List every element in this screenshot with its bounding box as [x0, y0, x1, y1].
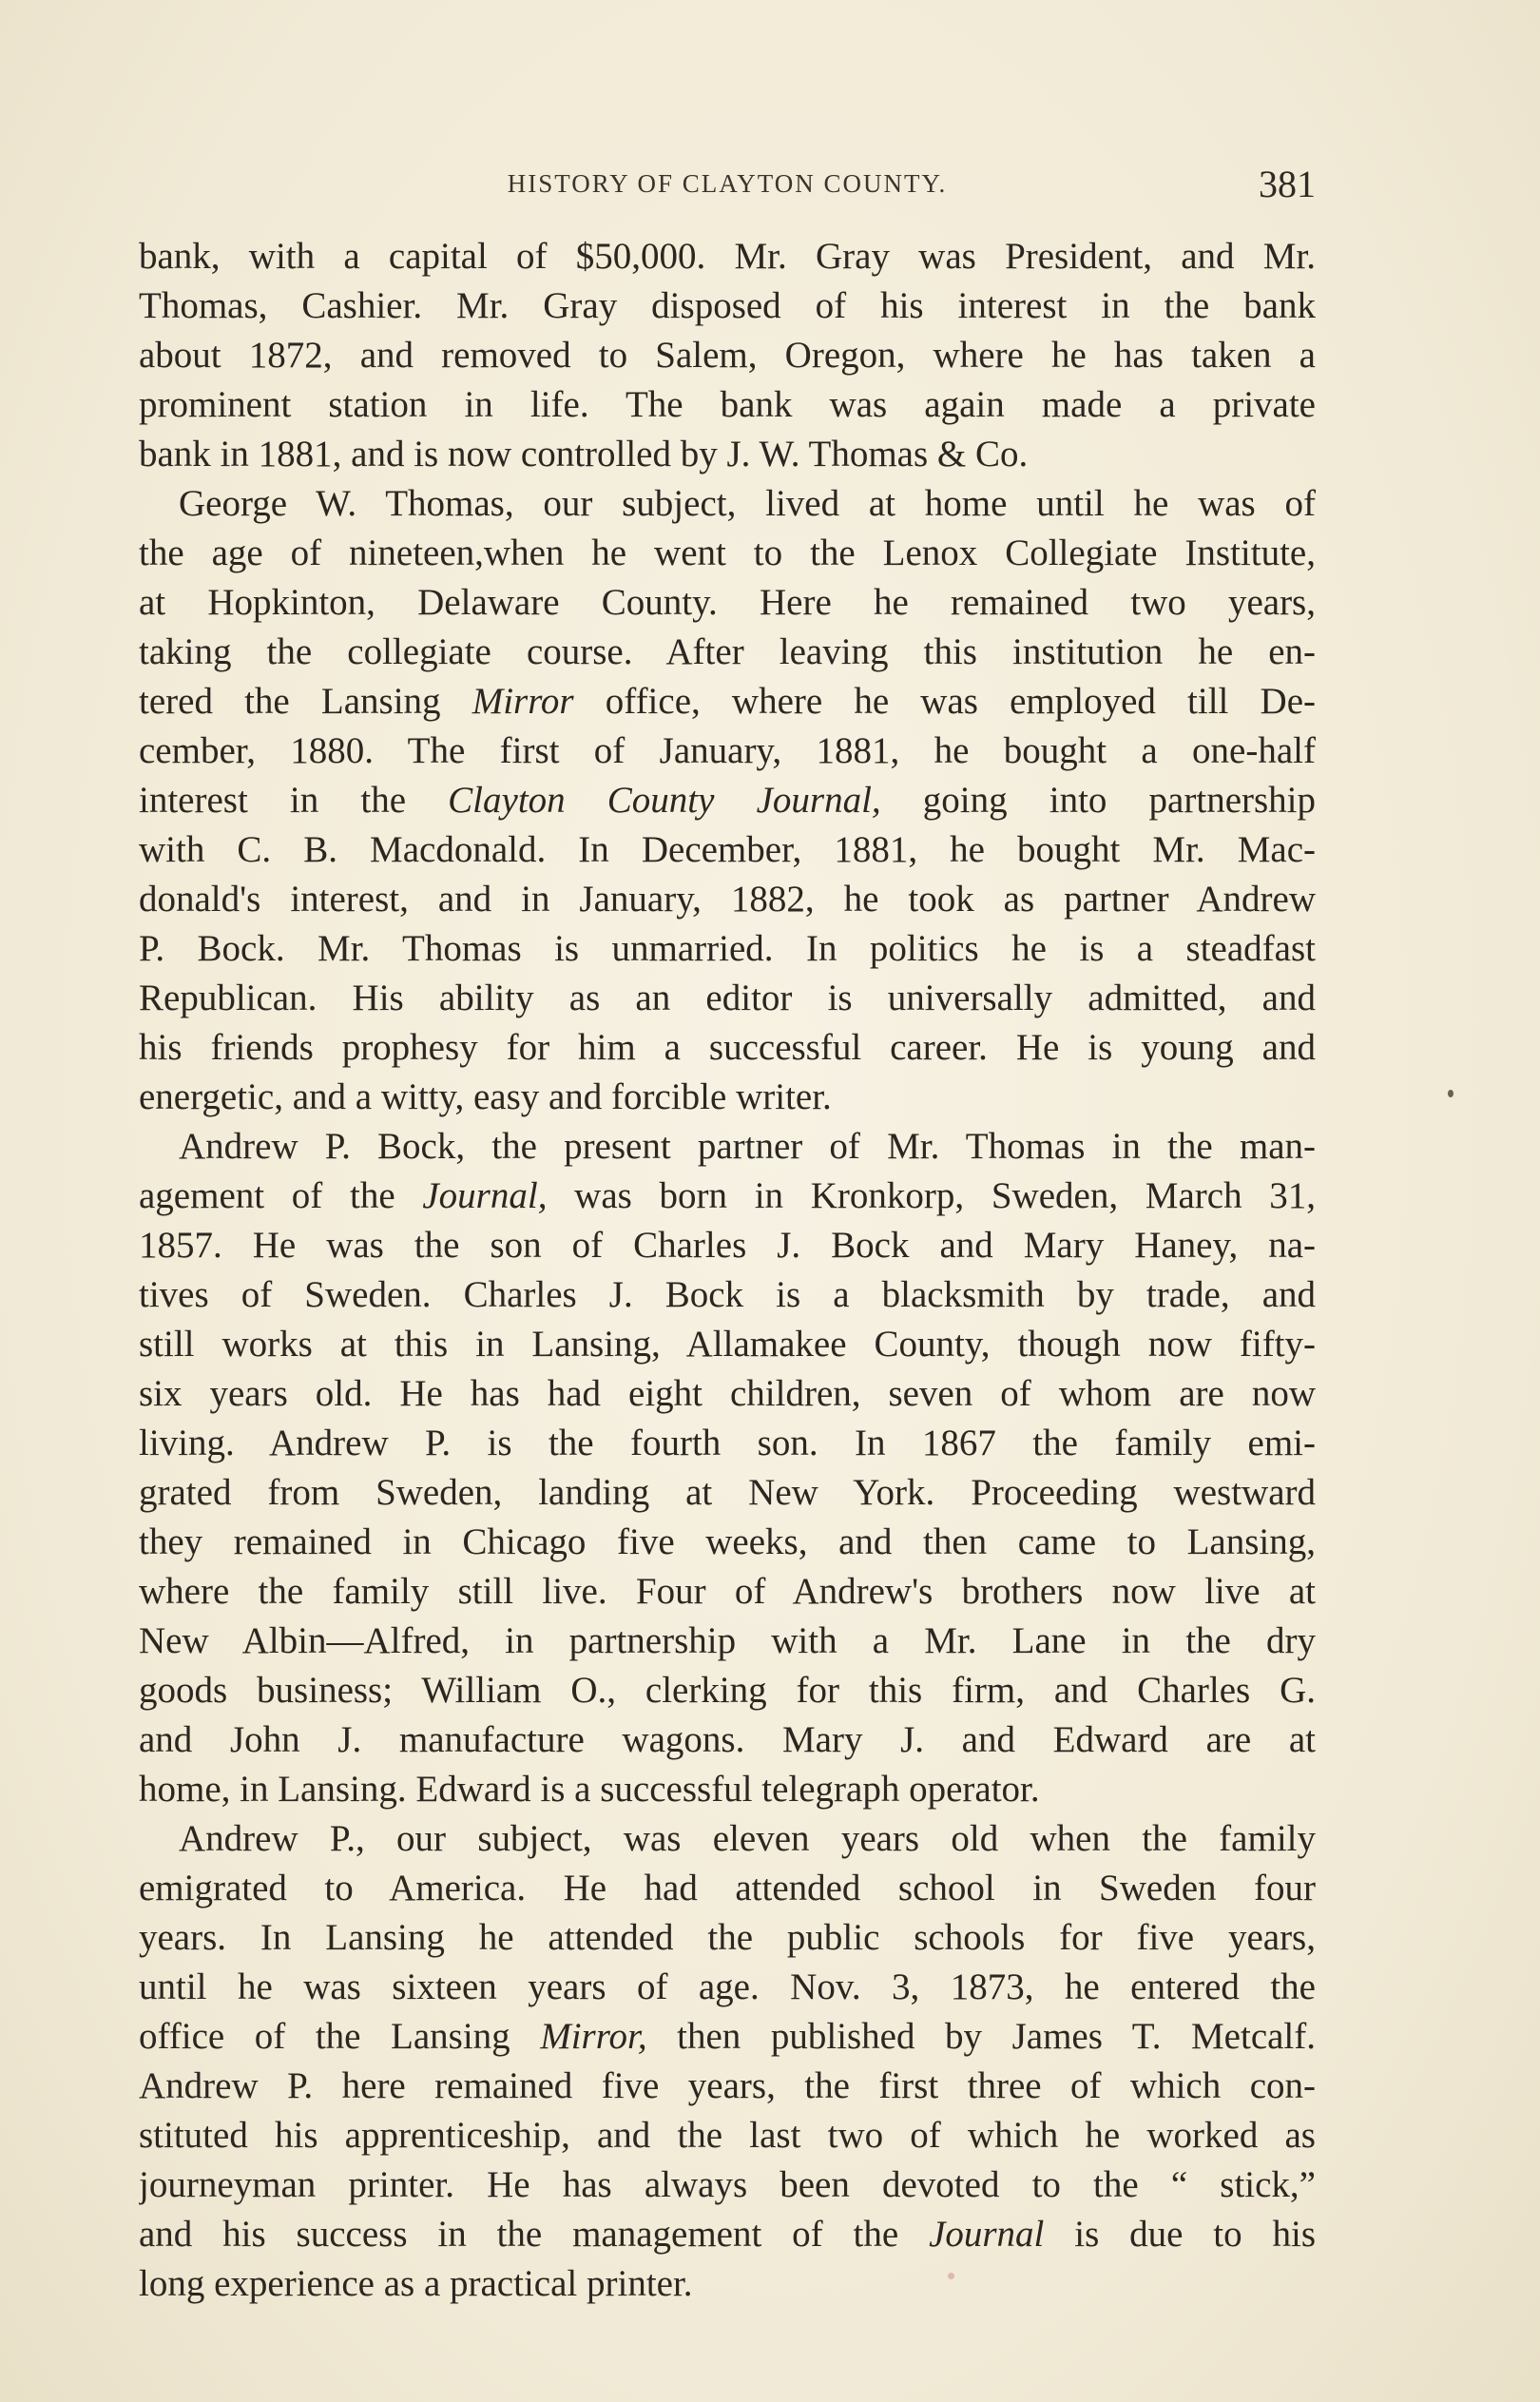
text-line: [139, 2210, 1316, 2259]
text-line: cember, 1880. The first of January, 1881, he bought a one-half: [139, 730, 1316, 771]
page-number: 381: [1259, 163, 1316, 205]
text-run: agement of the: [139, 1175, 395, 1216]
text-line: Republican. His ability as an editor is universally admitted, and: [139, 978, 1316, 1018]
text-line: [139, 1172, 1316, 1221]
text-line: home, in Lansing. Edward is a successful telegraph operator.: [139, 1769, 1040, 1810]
italic-title: Journal,: [422, 1175, 548, 1216]
text-line: years. In Lansing he attended the public schools for five years,: [139, 1917, 1316, 1958]
text-line: donald's interest, and in January, 1882, he took as partner Andrew: [139, 879, 1316, 920]
text-line: still works at this in Lansing, Allamakee County, though now fifty-: [139, 1324, 1316, 1365]
italic-title: Mirror,: [540, 2016, 647, 2057]
text-line: goods business; William O., clerking for this firm, and Charles G.: [139, 1670, 1316, 1711]
text-line: energetic, and a witty, easy and forcible writer.: [139, 1076, 832, 1117]
text-line: at Hopkinton, Delaware County. Here he remained two years,: [139, 582, 1316, 623]
text-run: going into partnership: [922, 780, 1316, 821]
text-line: stituted his apprenticeship, and the last two of which he worked as: [139, 2115, 1316, 2156]
text-line: Andrew P. Bock, the present partner of Mr. Thomas in the man-: [179, 1126, 1316, 1167]
text-line: with C. B. Macdonald. In December, 1881, he bought Mr. Mac-: [139, 829, 1316, 870]
running-head: [139, 162, 1316, 209]
text-line: long experience as a practical printer.: [139, 2263, 693, 2304]
text-line: P. Bock. Mr. Thomas is unmarried. In politics he is a steadfast: [139, 928, 1316, 969]
text-line: six years old. He has had eight children, seven of whom are now: [139, 1373, 1316, 1414]
text-run: then published by James T. Metcalf.: [677, 2016, 1316, 2057]
text-line: journeyman printer. He has always been devoted to the “ stick,”: [139, 2164, 1316, 2205]
text-run: office, where he was employed till De-: [605, 681, 1316, 722]
text-line: bank in 1881, and is now controlled by J. W. Thomas & Co.: [139, 434, 1029, 475]
text-run: and his success in the management of the: [139, 2214, 899, 2255]
italic-title: Journal: [929, 2214, 1045, 2255]
text-line: 1857. He was the son of Charles J. Bock and Mary Haney, na-: [139, 1225, 1316, 1266]
text-run: tered the Lansing: [139, 681, 441, 722]
text-line: Andrew P. here remained five years, the first three of which con-: [139, 2065, 1316, 2106]
text-line: bank, with a capital of $50,000. Mr. Gray was President, and Mr.: [139, 236, 1316, 277]
text-line: Thomas, Cashier. Mr. Gray disposed of his interest in the bank: [139, 285, 1316, 326]
ink-speck: [948, 2273, 954, 2279]
text-line: until he was sixteen years of age. Nov. 3, 1873, he entered the: [139, 1966, 1316, 2007]
text-line: emigrated to America. He had attended school in Sweden four: [139, 1868, 1316, 1908]
ink-speck: [1448, 1090, 1453, 1097]
text-line: New Albin—Alfred, in partnership with a Mr. Lane in the dry: [139, 1620, 1316, 1661]
text-line: and John J. manufacture wagons. Mary J. and Edward are at: [139, 1719, 1316, 1760]
text-line: taking the collegiate course. After leaving this institution he en-: [139, 631, 1316, 672]
text-line: the age of nineteen,when he went to the Lenox Collegiate Institute,: [139, 533, 1316, 573]
text-line: about 1872, and removed to Salem, Oregon, where he has taken a: [139, 335, 1316, 376]
text-line: where the family still live. Four of Andrew's brothers now live at: [139, 1571, 1316, 1612]
text-run: interest in the: [139, 780, 407, 821]
text-line: prominent station in life. The bank was again made a private: [139, 384, 1316, 425]
text-run: is due to his: [1074, 2214, 1316, 2255]
italic-title: Mirror: [472, 681, 574, 722]
text-line: living. Andrew P. is the fourth son. In 1867 the family emi-: [139, 1423, 1316, 1463]
text-line: tives of Sweden. Charles J. Bock is a blacksmith by trade, and: [139, 1274, 1316, 1315]
text-line: Andrew P., our subject, was eleven years old when the family: [179, 1818, 1316, 1859]
text-line: grated from Sweden, landing at New York. Proceeding westward: [139, 1472, 1316, 1513]
body-text: [139, 232, 1316, 2309]
text-line: George W. Thomas, our subject, lived at home until he was of: [179, 483, 1316, 524]
italic-title: Clayton County Journal,: [448, 780, 881, 821]
text-line: his friends prophesy for him a successful career. He is young and: [139, 1027, 1316, 1068]
text-run: was born in Kronkorp, Sweden, March 31,: [574, 1175, 1316, 1216]
text-line: [139, 776, 1316, 825]
text-line: [139, 677, 1316, 726]
text-line: [139, 2012, 1316, 2062]
text-line: they remained in Chicago five weeks, and then came to Lansing,: [139, 1521, 1316, 1562]
running-title: HISTORY OF CLAYTON COUNTY.: [507, 169, 948, 198]
text-run: office of the Lansing: [139, 2016, 510, 2057]
